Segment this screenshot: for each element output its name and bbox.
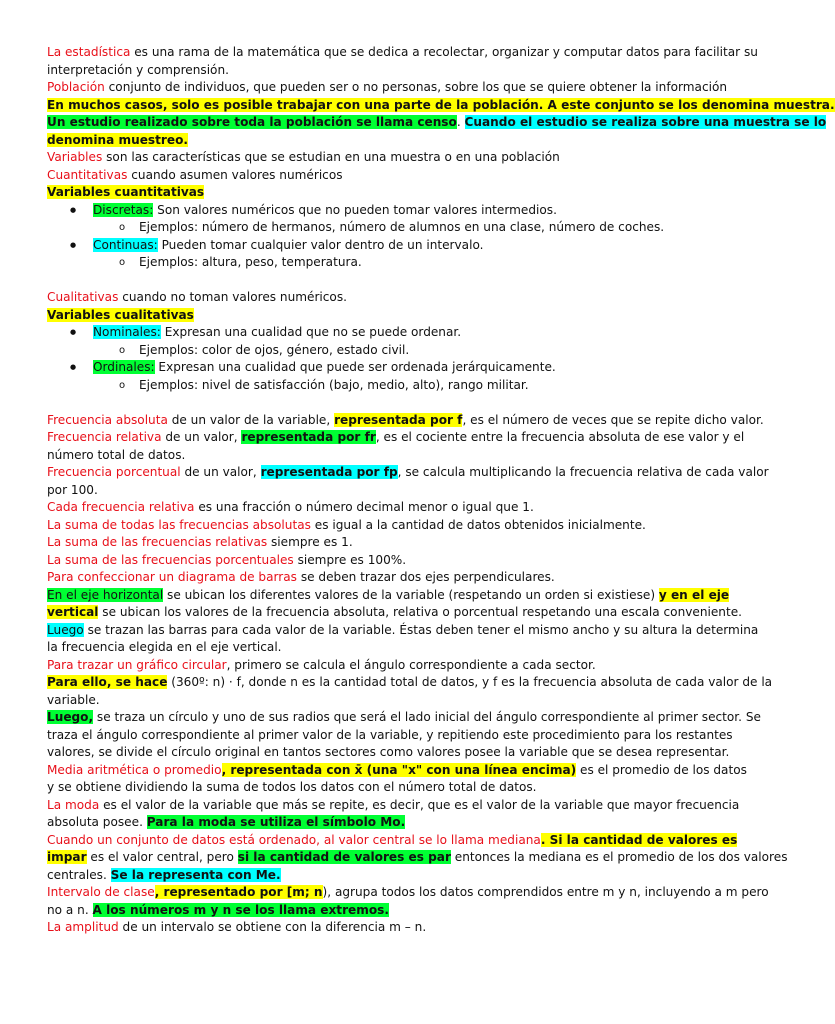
text-run: Variables cualitativas — [47, 307, 194, 322]
text-run: conjunto de individuos, que pueden ser o no personas, sobre los que se quiere obtener la información — [104, 80, 728, 94]
text-run: absoluta posee. — [47, 815, 147, 829]
text-run: traza el ángulo correspondiente al primer valor de la variable, y repitiendo este procedimiento para los restantes — [47, 727, 733, 742]
text-run: , se calcula multiplicando la frecuencia relativa de cada valor — [397, 465, 769, 479]
text-run: Cada frecuencia relativa — [47, 500, 195, 514]
text-line — [47, 674, 773, 692]
text-run: En muchos casos, solo es posible trabajar con una parte de la población. A este conjunto se los denomina muestra. — [47, 97, 835, 112]
text-run: Cualitativas — [47, 290, 119, 304]
text-run: La amplitud — [47, 920, 119, 934]
text-line — [47, 657, 727, 675]
text-run: Para la moda se utiliza el símbolo Mo. — [146, 815, 406, 829]
text-run: Son valores numéricos que no pueden tomar valores intermedios. — [153, 202, 557, 217]
text-run: se ubican los diferentes valores de la variable (respetando un orden si existiese) — [163, 587, 659, 602]
text-run: Nominales: — [93, 325, 161, 339]
text-run: La suma de todas las frecuencias absolutas — [47, 517, 311, 532]
text-line — [47, 167, 727, 185]
text-line — [47, 482, 727, 500]
text-run: Ejemplos: número de hermanos, número de alumnos en una clase, número de coches. — [139, 220, 665, 234]
text-run: Un estudio realizado sobre toda la población se llama censo — [47, 115, 457, 129]
text-line — [47, 604, 743, 622]
text-run: impar — [47, 850, 87, 864]
text-run: Discretas: — [93, 202, 154, 217]
text-run: denomina muestreo. — [47, 132, 188, 147]
bullet-dot-icon: ● — [69, 363, 77, 371]
text-run: de un valor de la variable, — [167, 412, 335, 427]
text-run: Luego, — [47, 710, 94, 724]
text-run: Ordinales: — [93, 360, 155, 374]
text-run: , es el cociente entre la frecuencia absoluta de ese valor y el — [375, 430, 745, 444]
text-line — [47, 709, 761, 727]
text-run: La estadística — [47, 45, 131, 59]
text-run: Expresan una cualidad que no se puede ordenar. — [160, 325, 462, 339]
text-run: cuando no toman valores numéricos. — [118, 290, 347, 304]
bullet-circle-icon: o — [118, 344, 126, 356]
text-run: no a n. — [47, 902, 93, 917]
text-run: centrales. — [47, 867, 111, 882]
text-line — [47, 412, 764, 430]
bullet-circle-icon: o — [118, 257, 126, 268]
text-line — [47, 902, 727, 920]
text-run: siempre es 100%. — [293, 552, 407, 567]
text-run: Para ello, se hace — [47, 675, 168, 689]
text-run: representada por fr — [241, 430, 376, 444]
text-run: Cuando un conjunto de datos está ordenado, al valor central se lo llama mediana — [47, 832, 541, 847]
text-run: Variables — [47, 150, 103, 164]
text-line — [47, 692, 727, 710]
text-line — [47, 849, 788, 867]
text-line — [47, 744, 730, 762]
text-line — [47, 534, 727, 552]
bullet-circle-icon: o — [118, 379, 126, 391]
text-line — [47, 622, 759, 640]
text-line — [47, 184, 727, 202]
text-run: es una fracción o número decimal menor o igual que 1. — [194, 500, 534, 514]
blank-line — [47, 272, 727, 290]
text-line — [47, 79, 727, 97]
text-run: valores, se divide el círculo original en tantos sectores como valores posee la variable que se desea representar. — [47, 745, 730, 759]
text-line — [47, 62, 727, 80]
text-run: representada por f — [334, 412, 463, 427]
text-run: Se la representa con Me. — [110, 867, 281, 882]
text-line — [47, 97, 835, 115]
bullet-item — [47, 237, 727, 255]
text-run: La suma de las frecuencias relativas — [47, 535, 268, 549]
text-run: , representado por [m; n — [154, 885, 323, 899]
text-run: En el eje horizontal — [47, 587, 164, 602]
text-run: interpretación y comprensión. — [47, 62, 229, 77]
text-run: de un valor, — [180, 465, 261, 479]
text-run: Frecuencia relativa — [47, 430, 162, 444]
text-run: es una rama de la matemática que se dedica a recolectar, organizar y computar datos para facilitar su — [130, 45, 758, 59]
text-run: , representada con x̄ (una "x" con una línea encima) — [221, 762, 577, 777]
text-run: son las características que se estudian en una muestra o en una población — [102, 150, 560, 164]
text-run: Ejemplos: altura, peso, temperatura. — [139, 255, 362, 269]
text-run: se traza un círculo y uno de sus radios que será el lado inicial del ángulo correspondiente al primer sector. Se — [93, 710, 761, 724]
text-line — [47, 114, 827, 132]
text-run: es igual a la cantidad de datos obtenidos inicialmente. — [310, 517, 646, 532]
text-run: Población — [47, 80, 105, 94]
text-run: ), agrupa todos los datos comprendidos entre m y n, incluyendo a m pero — [322, 885, 769, 899]
text-run: Media aritmética o promedio — [47, 762, 222, 777]
text-run: por 100. — [47, 482, 98, 497]
text-run: número total de datos. — [47, 447, 186, 462]
text-run: Intervalo de clase — [47, 885, 155, 899]
text-run: Ejemplos: color de ojos, género, estado civil. — [139, 342, 410, 357]
sub-bullet-item — [47, 219, 727, 237]
text-line — [47, 832, 738, 850]
text-line — [47, 499, 727, 517]
text-run: cuando asumen valores numéricos — [127, 167, 343, 182]
text-line — [47, 779, 727, 797]
text-line — [47, 289, 727, 307]
text-run: entonces la mediana es el promedio de los dos valores — [450, 850, 788, 864]
text-run: Ejemplos: nivel de satisfacción (bajo, medio, alto), rango militar. — [139, 377, 529, 392]
sub-bullet-item — [47, 377, 727, 395]
text-run: . — [456, 115, 465, 129]
text-run: Variables cuantitativas — [47, 185, 205, 199]
text-run: se ubican los valores de la frecuencia absoluta, relativa o porcentual respetando una escala conveniente. — [98, 605, 743, 619]
text-run: La moda — [47, 797, 100, 812]
text-run: Luego — [47, 622, 84, 637]
bullet-circle-icon: o — [118, 222, 126, 233]
text-line — [47, 639, 727, 657]
text-run: Expresan una cualidad que puede ser ordenada jerárquicamente. — [154, 360, 556, 374]
bullet-item — [47, 324, 727, 342]
text-run: representada por fp — [260, 465, 398, 479]
text-line — [47, 919, 727, 937]
text-run: , es el número de veces que se repite dicho valor. — [462, 412, 764, 427]
text-run: La suma de las frecuencias porcentuales — [47, 552, 294, 567]
text-run: y en el eje — [658, 587, 730, 602]
text-line — [47, 517, 727, 535]
text-run: vertical — [47, 605, 99, 619]
text-line — [47, 587, 730, 605]
text-run: es el valor central, pero — [86, 850, 238, 864]
document-body — [47, 44, 835, 937]
text-line — [47, 814, 727, 832]
text-line — [47, 797, 740, 815]
text-line — [47, 884, 769, 902]
text-run: (360º: n) · f, donde n es la cantidad total de datos, y f es la frecuencia absoluta de cada valor de la — [167, 675, 773, 689]
text-run: Cuando el estudio se realiza sobre una muestra se lo — [464, 115, 827, 129]
text-line — [47, 762, 747, 780]
sub-bullet-item — [47, 254, 727, 272]
bullet-item — [47, 359, 727, 377]
text-run: y se obtiene dividiendo la suma de todos los datos con el número total de datos. — [47, 780, 537, 794]
text-run: A los números m y n se los llama extremos. — [92, 902, 389, 917]
bullet-dot-icon: ● — [69, 328, 77, 336]
text-line — [47, 867, 727, 885]
bullet-dot-icon: ● — [69, 240, 77, 249]
text-run: . Si la cantidad de valores es — [540, 832, 738, 847]
bullet-dot-icon: ● — [69, 205, 77, 214]
text-line — [47, 429, 745, 447]
text-run: Cuantitativas — [47, 167, 128, 182]
text-run: Para confeccionar un diagrama de barras — [47, 570, 297, 584]
text-line — [47, 464, 769, 482]
text-run: , primero se calcula el ángulo correspondiente a cada sector. — [226, 657, 596, 672]
text-line — [47, 44, 758, 62]
text-run: Pueden tomar cualquier valor dentro de un intervalo. — [157, 237, 484, 252]
text-run: Para trazar un gráfico circular — [47, 657, 227, 672]
text-run: Frecuencia absoluta — [47, 412, 168, 427]
text-run: la frecuencia elegida en el eje vertical. — [47, 640, 282, 654]
text-run: es el valor de la variable que más se repite, es decir, que es el valor de la variable que mayor frecuencia — [99, 797, 740, 812]
text-run: se deben trazar dos ejes perpendiculares. — [296, 570, 555, 584]
text-line — [47, 569, 727, 587]
text-run: de un valor, — [161, 430, 242, 444]
text-line — [47, 727, 733, 745]
bullet-item — [47, 202, 727, 220]
text-run: es el promedio de los datos — [576, 762, 747, 777]
text-run: Frecuencia porcentual — [47, 465, 181, 479]
blank-line — [47, 394, 727, 412]
text-line — [47, 149, 727, 167]
sub-bullet-item — [47, 342, 727, 360]
text-line — [47, 552, 727, 570]
text-run: Continuas: — [93, 237, 158, 252]
text-line — [47, 447, 727, 465]
text-line — [47, 307, 727, 325]
text-run: siempre es 1. — [267, 535, 353, 549]
text-run: si la cantidad de valores es par — [237, 850, 451, 864]
text-run: variable. — [47, 692, 100, 707]
text-run: de un intervalo se obtiene con la diferencia m – n. — [118, 920, 427, 934]
text-run: se trazan las barras para cada valor de la variable. Éstas deben tener el mismo ancho y su altura la determina — [83, 622, 759, 637]
text-line — [47, 132, 727, 150]
